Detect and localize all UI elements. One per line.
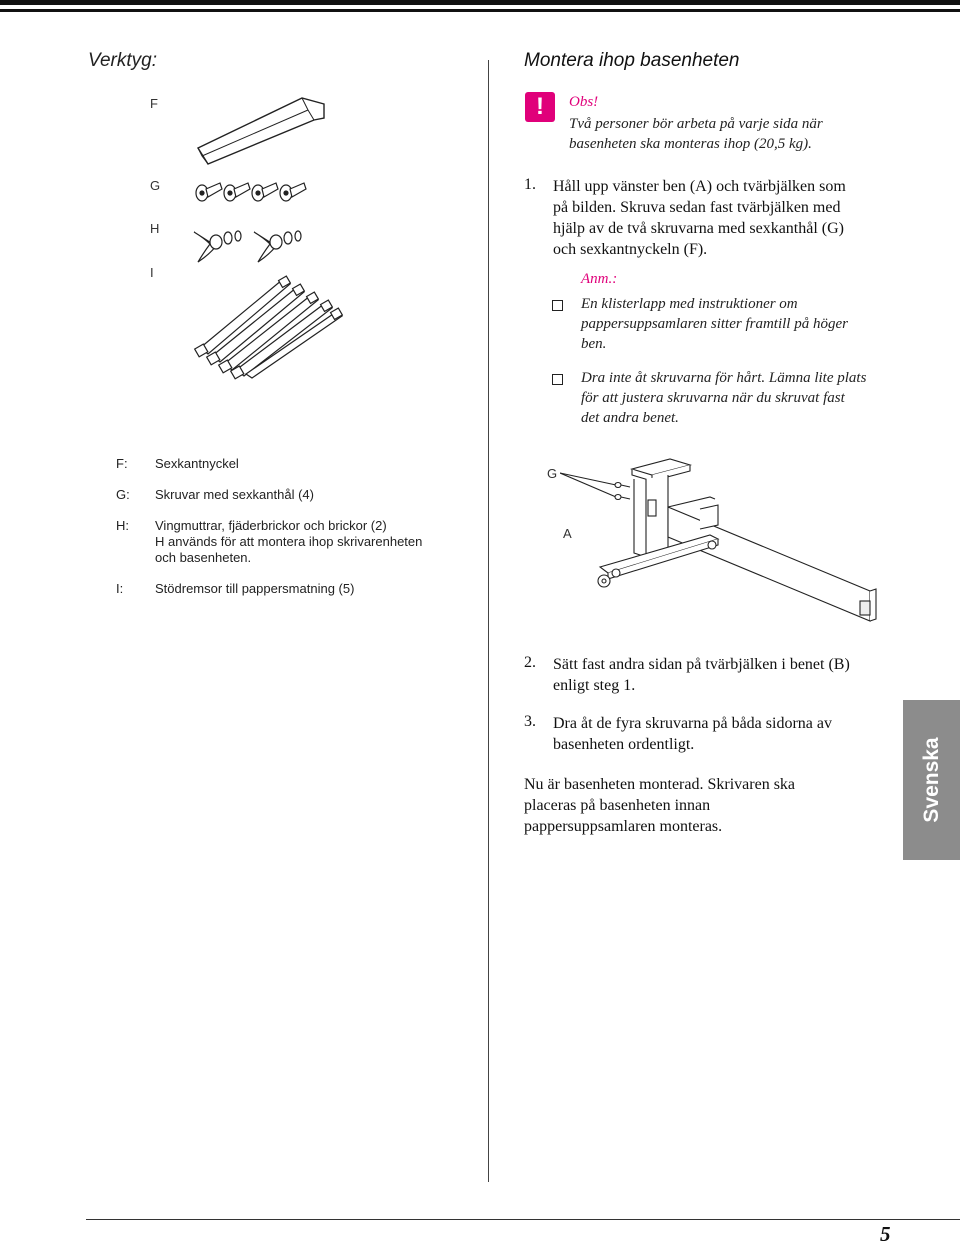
diagram-label-g: G — [547, 466, 558, 481]
note-line: pappersuppsamlaren sitter framtill på höger — [581, 316, 848, 332]
step-3-line: Dra åt de fyra skruvarna på båda sidorna av — [553, 715, 832, 732]
note-line: En klisterlapp med instruktioner om — [581, 296, 798, 312]
legend-key-h: H: — [116, 518, 129, 533]
step-3-text — [553, 713, 893, 755]
closing-line: pappersuppsamlaren monteras. — [524, 818, 723, 835]
paper-support-strips-illustration — [190, 270, 350, 380]
legend-key-f: F: — [116, 456, 128, 471]
top-rule-thin — [0, 9, 960, 12]
checkbox-bullet-icon — [552, 300, 563, 311]
legend-text-f: Sexkantnyckel — [155, 456, 239, 471]
note-line: ben. — [581, 336, 607, 352]
diagram-label-a: A — [563, 526, 572, 541]
column-divider — [488, 60, 489, 1182]
legend-key-i: I: — [116, 581, 124, 596]
checkbox-bullet-icon — [552, 374, 563, 385]
legend-text-h: Vingmuttrar, fjäderbrickor och brickor (2) — [155, 518, 387, 533]
warning-line-1: Två personer bör arbeta på varje sida när — [569, 116, 823, 132]
step-1-number: 1. — [524, 176, 536, 193]
note-title: Anm.: — [581, 271, 618, 287]
legend-text-h-cont-2: och basenheten. — [155, 550, 252, 565]
wing-nuts-illustration — [190, 222, 320, 268]
step-2-number: 2. — [524, 654, 536, 671]
closing-line: Nu är basenheten monterad. Skrivaren ska — [524, 776, 796, 793]
legend-text-g: Skruvar med sexkanthål (4) — [155, 487, 314, 502]
step-2-text — [553, 654, 903, 696]
step-1-line: hjälp av de två skruvarna med sexkanthål (G) — [553, 220, 845, 237]
tools-heading: Verktyg: — [88, 50, 157, 71]
note-line: det andra benet. — [581, 410, 679, 426]
closing-paragraph — [524, 774, 884, 837]
note-item-2 — [581, 368, 911, 428]
hex-key-illustration — [190, 90, 340, 170]
legend-key-g: G: — [116, 487, 130, 502]
step-3-number: 3. — [524, 713, 536, 730]
warning-title: Obs! — [569, 94, 599, 110]
note-item-1 — [581, 294, 901, 354]
step-3-line: basenheten ordentligt. — [553, 736, 695, 753]
top-rule-thick — [0, 0, 960, 5]
part-letter-h: H — [150, 221, 160, 236]
exclamation-icon: ! — [525, 92, 555, 122]
legend-text-h-cont-1: H används för att montera ihop skrivarenheten — [155, 534, 423, 549]
footer-rule — [86, 1219, 960, 1220]
step-2-line: Sätt fast andra sidan på tvärbjälken i benet (B) — [553, 656, 850, 673]
legend-text-i: Stödremsor till pappersmatning (5) — [155, 581, 355, 596]
step-1-line: och sexkantnyckeln (F). — [553, 241, 708, 258]
part-letter-i: I — [150, 265, 154, 280]
closing-line: placeras på basenheten innan — [524, 797, 711, 814]
note-line: Dra inte åt skruvarna för hårt. Lämna lite plats — [581, 370, 867, 386]
step-1-line: Håll upp vänster ben (A) och tvärbjälken som — [553, 178, 846, 195]
warning-body — [569, 114, 869, 154]
language-tab-label: Svenska — [919, 737, 943, 823]
step-1-text — [553, 176, 903, 260]
step-2-line: enligt steg 1. — [553, 677, 636, 694]
step-1-line: på bilden. Skruva sedan fast tvärbjälken med — [553, 199, 841, 216]
page-number: 5 — [880, 1222, 891, 1246]
language-tab — [903, 700, 960, 860]
warning-line-2: basenheten ska monteras ihop (20,5 kg). — [569, 136, 812, 152]
part-letter-f: F — [150, 96, 158, 111]
note-line: för att justera skruvarna när du skruvat fast — [581, 390, 845, 406]
base-assembly-diagram — [560, 445, 890, 635]
hex-screws-illustration — [190, 175, 310, 207]
part-letter-g: G — [150, 178, 161, 193]
section-heading: Montera ihop basenheten — [524, 50, 740, 71]
